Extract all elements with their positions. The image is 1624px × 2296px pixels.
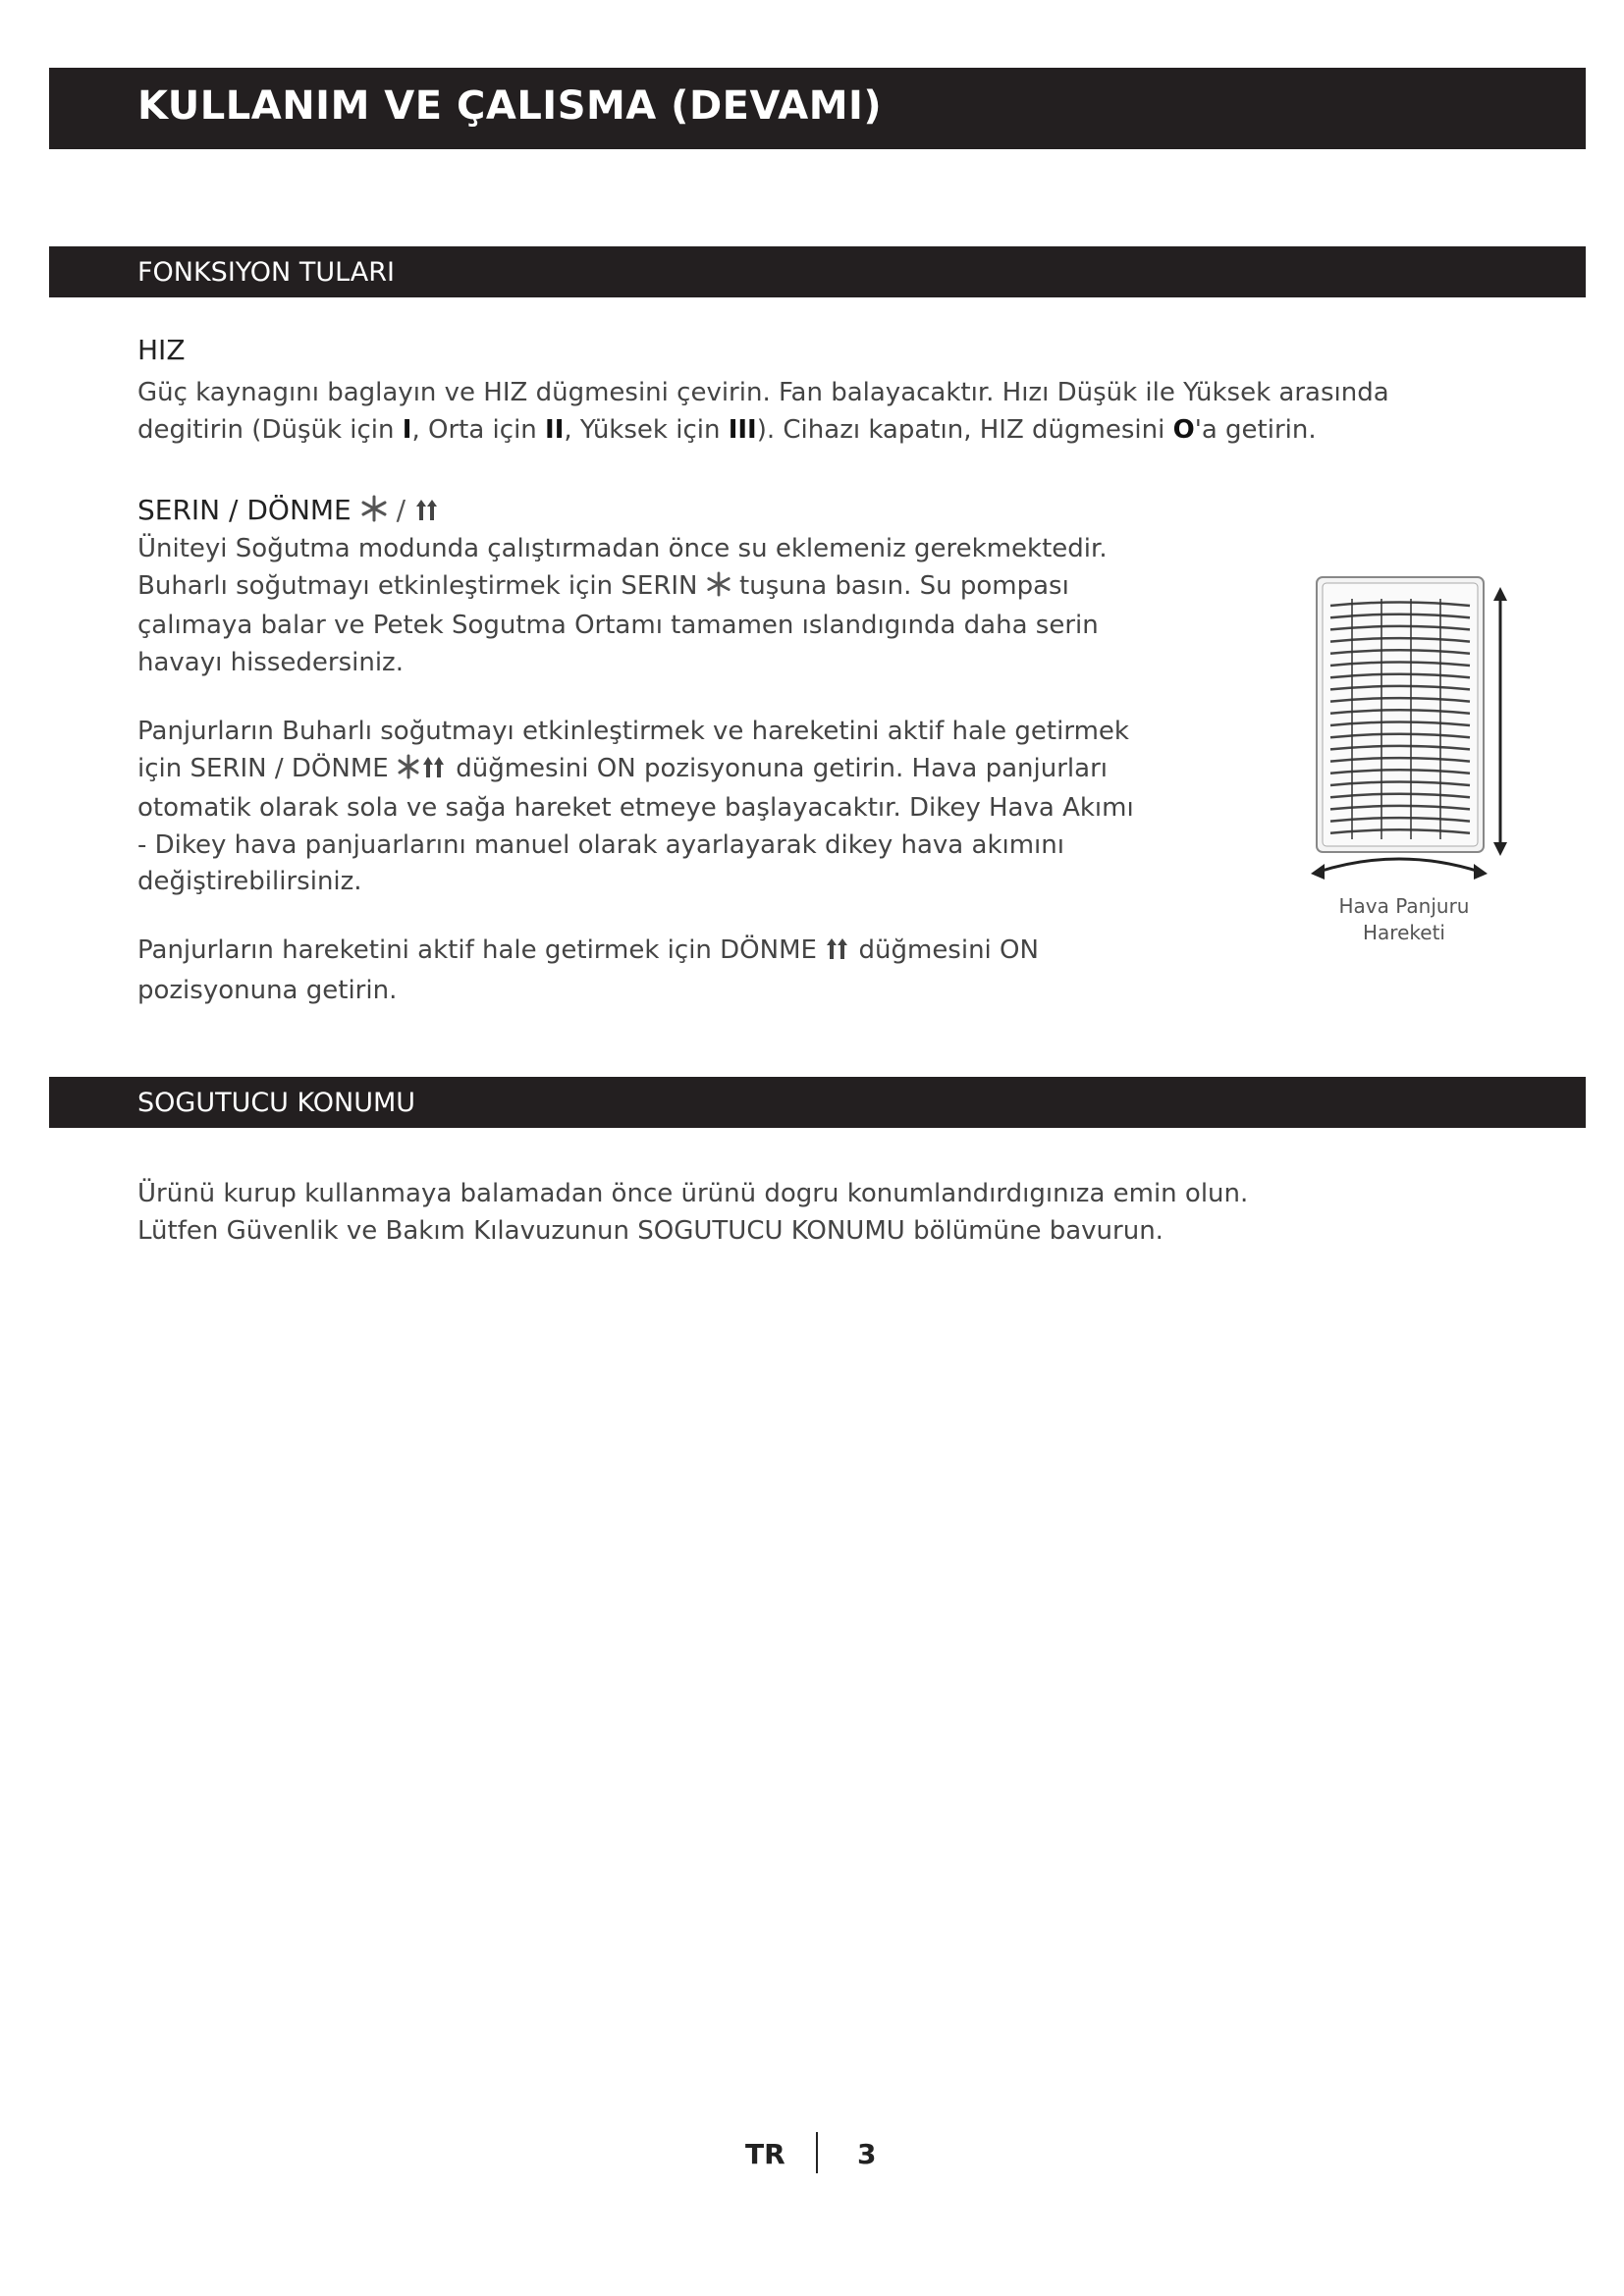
- serin-p1-line-4: havayı hissedersiniz.: [137, 647, 404, 677]
- footer-language: TR: [745, 2138, 785, 2170]
- hiz-text: 'a getirin.: [1194, 414, 1317, 445]
- figure-caption: [1301, 893, 1507, 946]
- snowflake-icon: [706, 571, 731, 609]
- snowflake-swing-icon: [397, 754, 448, 791]
- serin-p1-line-3: çalımaya balar ve Petek Sogutma Ortamı tamamen ıslandıgında daha serin: [137, 611, 1099, 640]
- serin-p1-line-1: Üniteyi Soğutma modunda çalıştırmadan önce su eklemeniz gerekmektedir.: [137, 534, 1108, 563]
- caption-line-2: Hareketi: [1363, 921, 1445, 944]
- page-number: 3: [857, 2138, 877, 2170]
- hiz-text: , Yüksek için: [564, 414, 729, 445]
- hiz-text: , Orta için: [411, 414, 546, 445]
- cooler-position-line-2: Lütfen Güvenlik ve Bakım Kılavuzunun SOGUTUCU KONUMU bölümüne bavurun.: [137, 1215, 1164, 1246]
- serin-p3-text: düğmesini ON: [850, 935, 1039, 965]
- serin-p2-line-4: - Dikey hava panjuarlarını manuel olarak ayarlayarak dikey hava akımını: [137, 829, 1064, 860]
- footer-divider: [816, 2132, 818, 2173]
- serin-p3-line-1: [137, 933, 1039, 973]
- speed-off-symbol: O: [1172, 414, 1195, 445]
- caption-line-1: Hava Panjuru: [1338, 894, 1470, 918]
- snowflake-icon: [360, 495, 388, 529]
- serin-p2-line-3: otomatik olarak sola ve sağa hareket etmeye başlayacaktır. Dikey Hava Akımı: [137, 793, 1134, 823]
- serin-p3-line-2: pozisyonuna getirin.: [137, 975, 398, 1005]
- speed-low-symbol: I: [402, 414, 412, 445]
- serin-paragraph-2: [137, 714, 1134, 901]
- serin-paragraph-3: [137, 933, 1039, 1009]
- page-title: KULLANIM VE ÇALISMA (DEVAMI): [137, 83, 883, 129]
- serin-heading-text: SERIN / DÖNME: [137, 494, 352, 526]
- serin-p1-text: tuşuna basın. Su pompası: [731, 570, 1069, 601]
- serin-p2-text: için SERIN / DÖNME: [137, 753, 397, 783]
- louver-illustration: [1301, 569, 1517, 893]
- speed-high-symbol: III: [728, 414, 757, 445]
- hiz-text: ). Cihazı kapatın, HIZ dügmesini: [756, 414, 1173, 445]
- page-header-bar: [49, 68, 1586, 149]
- serin-p2-line-2: [137, 751, 1134, 791]
- hiz-paragraph: [137, 375, 1389, 449]
- swing-icon: [825, 935, 850, 973]
- cooler-position-line-1: Ürünü kurup kullanmaya balamadan önce ürünü dogru konumlandırdıgınıza emin olun.: [137, 1179, 1249, 1208]
- section-heading-cooler-position: SOGUTUCU KONUMU: [137, 1088, 416, 1118]
- section-bar-function: [49, 246, 1586, 297]
- swing-icon: [414, 497, 440, 529]
- hiz-text: degitirin (Düşük için: [137, 414, 403, 445]
- slash-separator: /: [396, 494, 406, 526]
- section-heading-function: FONKSIYON TULARI: [137, 257, 395, 288]
- serin-p2-line-1: Panjurların Buharlı soğutmayı etkinleştirmek ve hareketini aktif hale getirmek: [137, 717, 1129, 746]
- serin-p2-text: düğmesini ON pozisyonuna getirin. Hava panjurları: [447, 753, 1108, 783]
- serin-p1-text: Buharlı soğutmayı etkinleştirmek için SERIN: [137, 570, 706, 601]
- speed-mid-symbol: II: [545, 414, 565, 445]
- section-bar-cooler-position: [49, 1077, 1586, 1128]
- serin-p1-line-2: [137, 568, 1108, 609]
- serin-p3-text: Panjurların hareketini aktif hale getirmek için DÖNME: [137, 935, 826, 965]
- cooler-position-paragraph: [137, 1176, 1248, 1250]
- serin-paragraph-1: [137, 531, 1108, 681]
- hiz-heading: HIZ: [137, 334, 186, 366]
- hiz-line-2: [137, 412, 1389, 450]
- serin-heading: [137, 494, 440, 529]
- serin-p2-line-5: değiştirebilirsiniz.: [137, 867, 362, 896]
- hiz-line-1: Güç kaynagını baglayın ve HIZ dügmesini çevirin. Fan balayacaktır. Hızı Düşük ile Yüksek arasında: [137, 378, 1389, 407]
